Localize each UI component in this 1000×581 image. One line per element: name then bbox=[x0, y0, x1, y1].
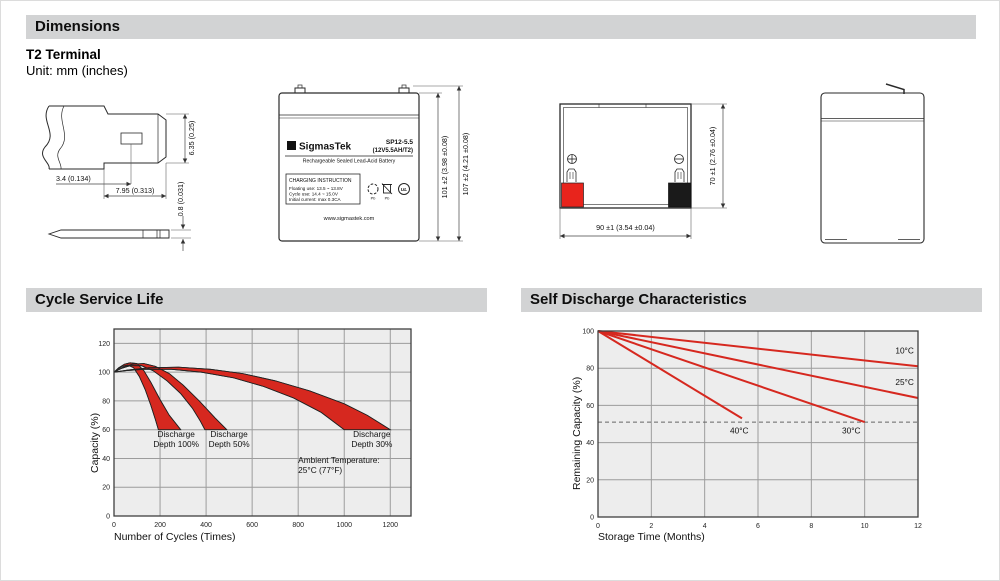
battery-front-view-drawing bbox=[271, 81, 476, 251]
x-tick-label: 10 bbox=[860, 523, 869, 530]
y-tick-label: 20 bbox=[586, 477, 594, 485]
series-label: 25°C bbox=[895, 376, 914, 387]
y-tick-label: 100 bbox=[582, 328, 594, 336]
y-tick-label: 100 bbox=[98, 369, 110, 377]
dim-case-height-label: 101 ±2 (3.98 ±0.08) bbox=[440, 135, 449, 199]
dim-thickness-label: 0.8 (0.031) bbox=[176, 181, 185, 217]
self-discharge-chart bbox=[561, 323, 956, 563]
terminal-side-profile bbox=[49, 230, 169, 238]
battery-type-line: Rechargeable Sealed Lead-Acid Battery bbox=[302, 158, 396, 165]
charging-line: Initial current: max 0.3CA bbox=[289, 197, 341, 202]
faston-tab bbox=[675, 169, 684, 182]
battery-side-case bbox=[821, 93, 924, 243]
dim-total-height-label: 107 ±2 (4.21 ±0.08) bbox=[461, 132, 470, 196]
y-tick-label: 40 bbox=[586, 440, 594, 448]
x-tick-label: 400 bbox=[200, 522, 212, 529]
battery-terminal bbox=[399, 88, 409, 93]
recycle-pb-icon bbox=[368, 184, 378, 194]
annotation-text: Discharge Depth 30% bbox=[351, 428, 393, 449]
dim-tab-length-label: 7.95 (0.313) bbox=[115, 186, 155, 195]
terminal-break-edge bbox=[43, 106, 51, 169]
negative-terminal-block bbox=[669, 183, 691, 207]
model-number: SP12-5.5 bbox=[385, 139, 413, 146]
battery-top-view-drawing bbox=[551, 96, 741, 251]
dim-tab-height-label: 6.35 (0.25) bbox=[187, 120, 196, 156]
no-trash-pb-label: Pb bbox=[384, 196, 390, 201]
series-label: 10°C bbox=[895, 345, 914, 356]
x-tick-label: 8 bbox=[809, 523, 814, 530]
x-tick-label: 1200 bbox=[382, 522, 399, 529]
charging-line: Floating use: 13.5 ~ 13.8V bbox=[289, 186, 343, 191]
x-tick-label: 4 bbox=[702, 523, 707, 530]
terminal-type-title: T2 Terminal bbox=[26, 47, 101, 62]
terminal-detail-drawing bbox=[31, 81, 296, 251]
cycle-service-life-chart bbox=[89, 323, 449, 563]
y-tick-label: 80 bbox=[586, 365, 594, 373]
self-discharge-y-axis-label: Remaining Capacity (%) bbox=[571, 376, 583, 490]
annotation-text: Discharge Depth 100% bbox=[153, 428, 199, 449]
y-tick-label: 120 bbox=[98, 340, 110, 348]
x-tick-label: 0 bbox=[112, 522, 116, 529]
section-header-cycle-service-life: Cycle Service Life bbox=[26, 288, 487, 312]
dim-hole-offset-label: 3.4 (0.134) bbox=[56, 174, 91, 183]
x-tick-label: 600 bbox=[246, 522, 258, 529]
terminal-hole bbox=[121, 133, 142, 144]
ul-mark-label: UL bbox=[400, 188, 408, 193]
brand-name: SigmasTek bbox=[299, 141, 352, 153]
series-label: 30°C bbox=[842, 425, 861, 436]
y-tick-label: 60 bbox=[586, 402, 594, 410]
self-discharge-x-axis-label: Storage Time (Months) bbox=[598, 531, 705, 543]
self-discharge-chart-canvas bbox=[561, 323, 956, 533]
annotation-text: Discharge Depth 50% bbox=[208, 428, 250, 449]
x-tick-label: 2 bbox=[649, 523, 654, 530]
battery-side-view-drawing bbox=[811, 76, 941, 251]
cycle-chart-y-axis-label: Capacity (%) bbox=[89, 412, 101, 474]
x-tick-label: 6 bbox=[756, 523, 760, 530]
y-tick-label: 40 bbox=[102, 455, 110, 463]
terminal-break-edge-inner bbox=[58, 106, 65, 169]
annotation-text: Ambient Temperature: 25°C (77°F) bbox=[298, 454, 380, 475]
charging-title: CHARGING INSTRUCTION bbox=[289, 178, 352, 184]
x-tick-label: 12 bbox=[914, 523, 922, 530]
faston-tab bbox=[567, 169, 576, 182]
dim-width-label: 90 ±1 (3.54 ±0.04) bbox=[596, 223, 655, 232]
battery-terminal bbox=[295, 88, 305, 93]
positive-terminal-block bbox=[562, 183, 584, 207]
x-tick-label: 1000 bbox=[336, 522, 353, 529]
unit-note: Unit: mm (inches) bbox=[26, 63, 128, 78]
cycle-chart-x-axis-label: Number of Cycles (Times) bbox=[114, 531, 236, 543]
series-label: 40°C bbox=[730, 425, 749, 436]
charging-line: Cycle use: 14.4 ~ 15.0V bbox=[289, 191, 338, 197]
recycle-pb-label: Pb bbox=[370, 196, 376, 201]
y-tick-label: 0 bbox=[106, 513, 110, 521]
y-tick-label: 0 bbox=[590, 514, 594, 522]
brand-sigma-glyph: Σ bbox=[289, 143, 294, 151]
cycle-chart-canvas bbox=[89, 323, 449, 533]
y-tick-label: 60 bbox=[102, 427, 110, 435]
x-tick-label: 0 bbox=[596, 523, 600, 530]
x-tick-label: 200 bbox=[154, 522, 166, 529]
terminal-outline bbox=[49, 106, 166, 169]
model-spec: (12V5.5AH/T2) bbox=[372, 148, 413, 154]
website-text: www.sigmastek.com bbox=[323, 216, 375, 222]
x-tick-label: 800 bbox=[292, 522, 305, 529]
y-tick-label: 20 bbox=[102, 484, 110, 492]
section-header-dimensions: Dimensions bbox=[26, 15, 976, 39]
y-tick-label: 80 bbox=[102, 398, 110, 406]
section-header-self-discharge: Self Discharge Characteristics bbox=[521, 288, 982, 312]
dim-depth-label: 70 ±1 (2.76 ±0.04) bbox=[708, 126, 717, 186]
